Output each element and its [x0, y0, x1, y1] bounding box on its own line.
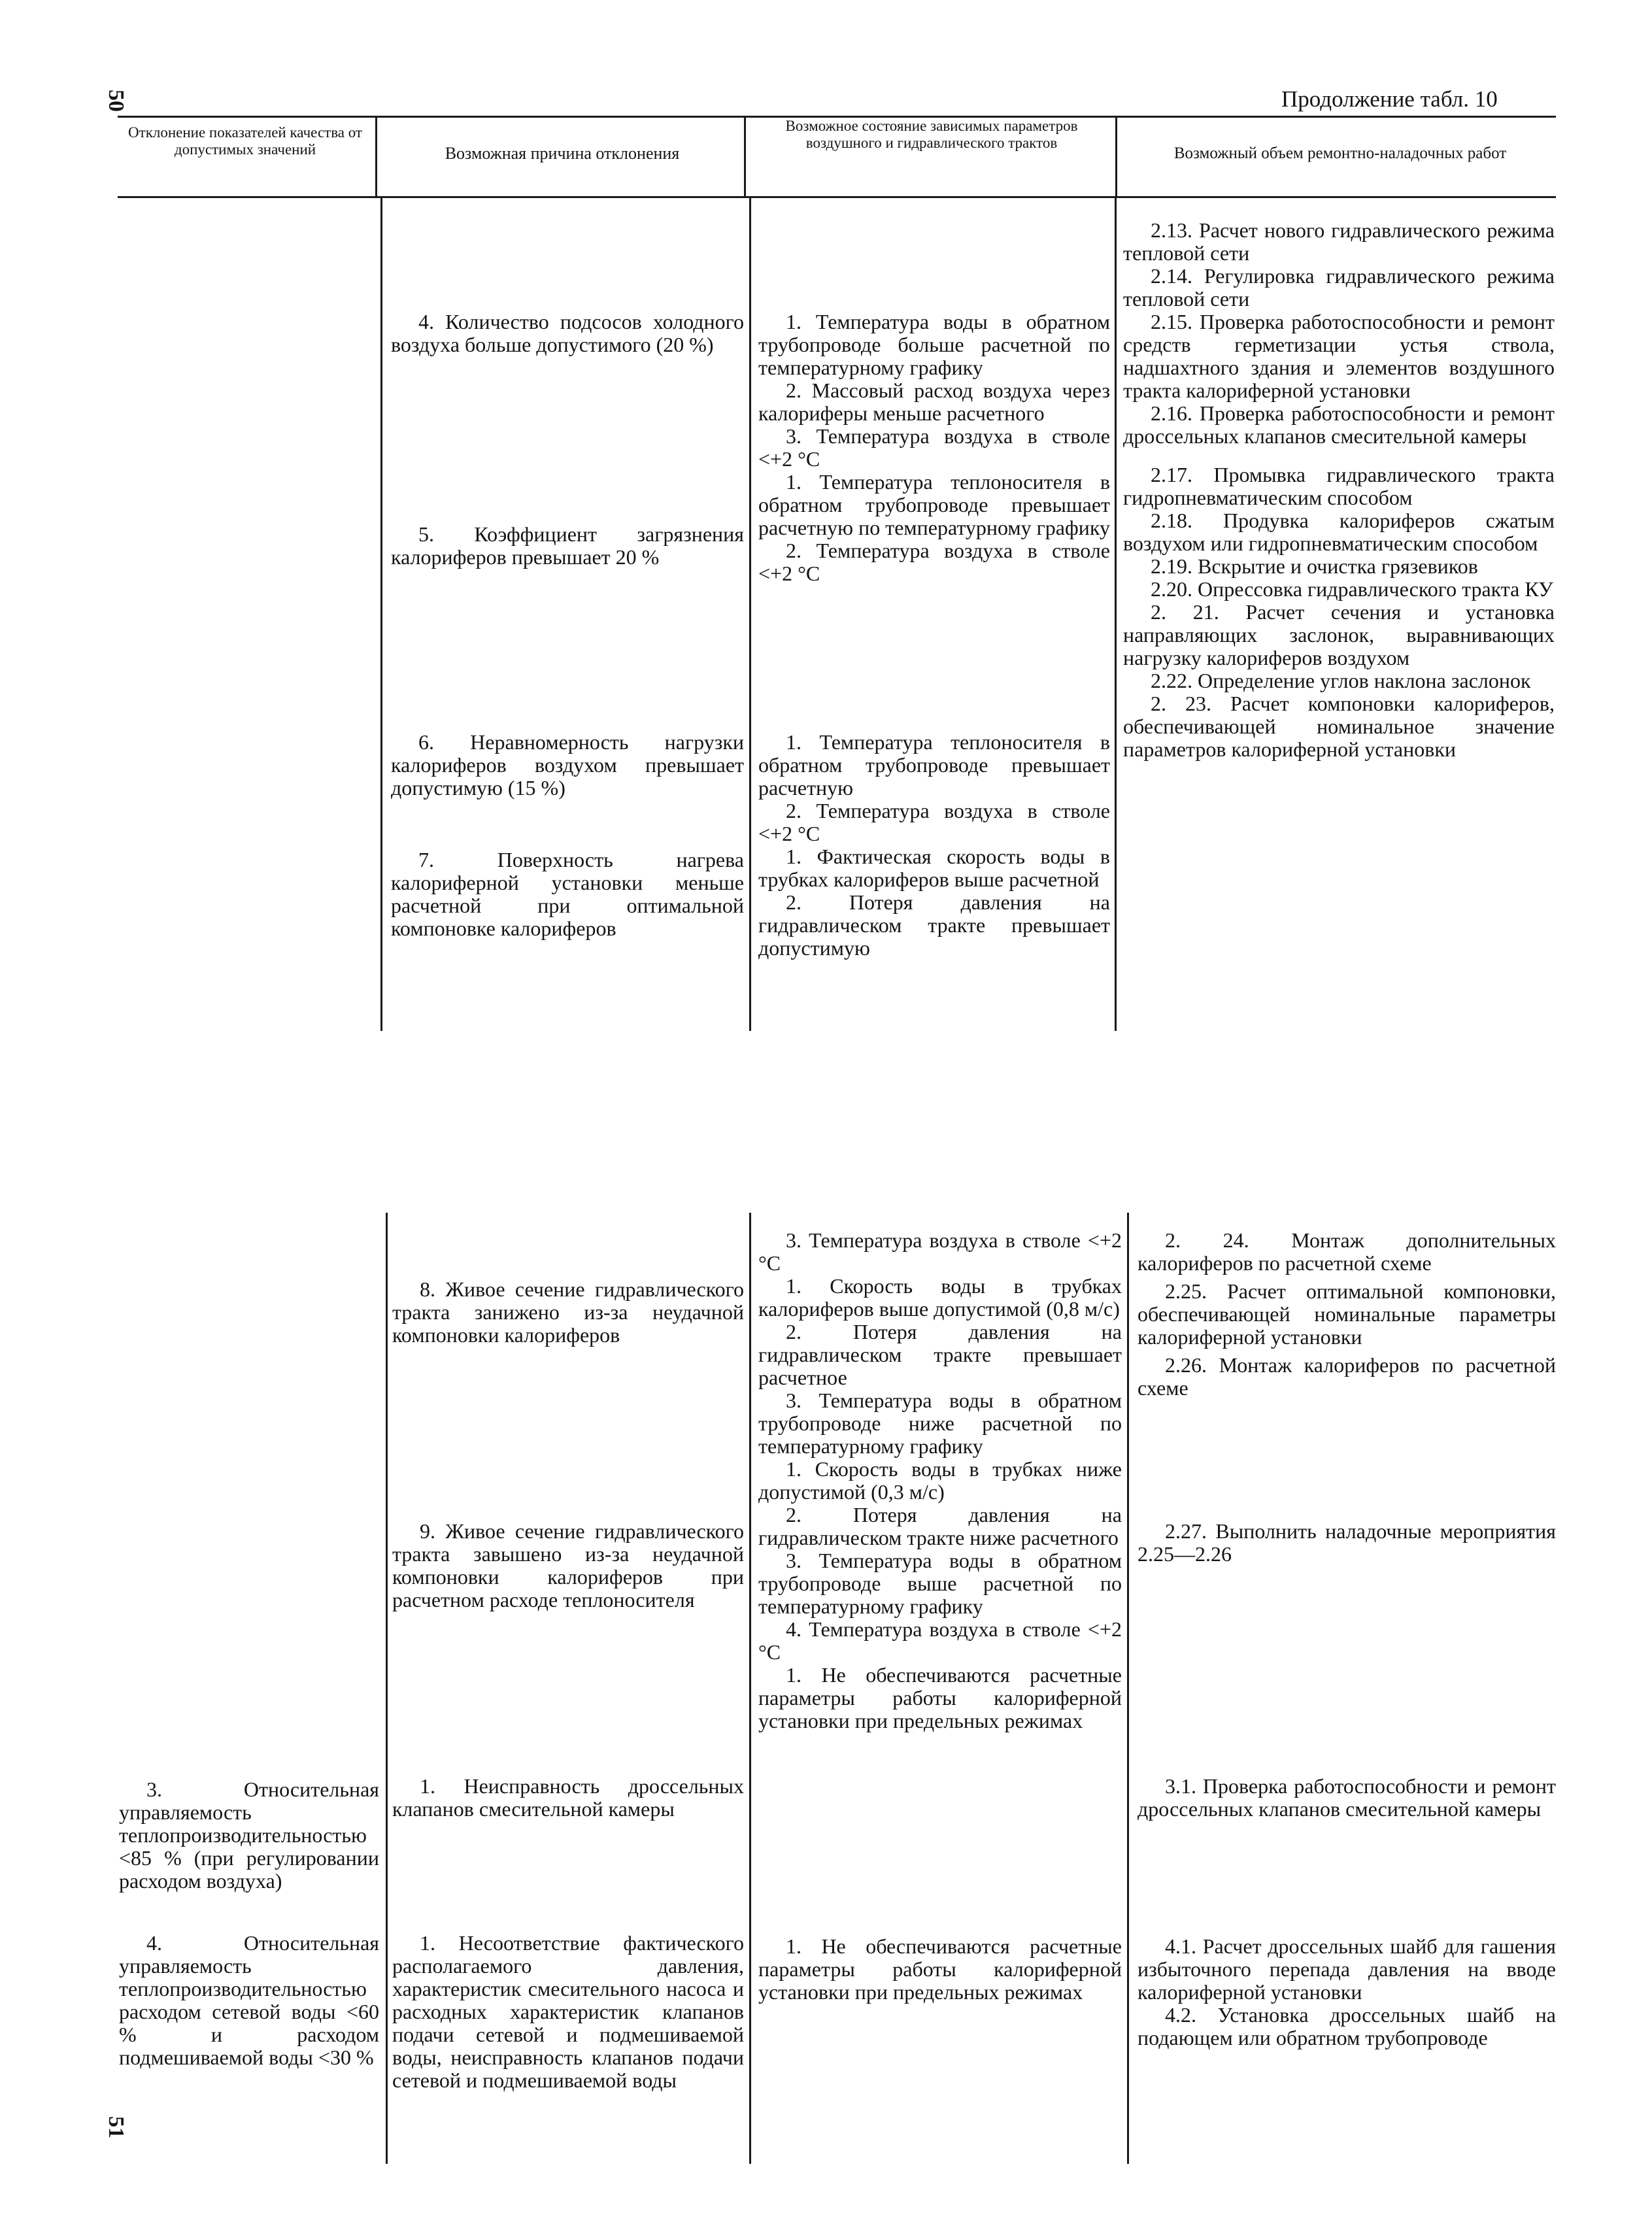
state-item: 1. Не обеспечиваются расчетные параметры работы калориферной установки при предельных режимах	[758, 1663, 1122, 1732]
header-works: Возможный объем ремонтно-наладочных работ	[1173, 144, 1507, 162]
state-item: 1. Скорость воды в трубках калориферов выше допустимой (0,8 м/с)	[758, 1274, 1122, 1321]
header-separator-1	[375, 116, 377, 197]
cause-text: 1. Неисправность дроссельных клапанов смесительной камеры	[392, 1774, 744, 1821]
bottom-state-group-8	[758, 1229, 1122, 1732]
work-item: 2.20. Опрессовка гидравлического тракта КУ	[1151, 577, 1553, 601]
work-item: 2.22. Определение углов наклона заслонок	[1151, 669, 1531, 692]
state-item: 3. Температура воздуха в стволе <+2 °С	[758, 1228, 1122, 1275]
cause-7	[391, 849, 744, 940]
cause-5	[391, 523, 744, 569]
work-item: 2.19. Вскрытие и очистка грязевиков	[1151, 554, 1478, 578]
page-number-bottom: 51	[104, 2116, 128, 2138]
cause-text: 7. Поверхность нагрева калориферной установки меньше расчетной при оптимальной компоновке калориферов	[391, 848, 744, 940]
work-item: 2.15. Проверка работоспособности и ремонт средств герметизации устья ствола, надшахтного здания и элементов воздушного тракта калориферной установки	[1123, 310, 1555, 402]
header-separator-2	[744, 116, 746, 197]
cause-6	[391, 731, 744, 800]
cause-4	[391, 311, 744, 356]
state-item: 3. Температура воды в обратном трубопроводе выше расчетной по температурному графику	[758, 1549, 1122, 1618]
state-item: 1. Температура теплоносителя в обратном трубопроводе превышает расчетную по температурному графику	[758, 470, 1110, 539]
state-item: 1. Фактическая скорость воды в трубках калориферов выше расчетной	[758, 845, 1110, 891]
cause-text: 8. Живое сечение гидравлического тракта занижено из-за неудачной компоновки калориферов	[392, 1277, 744, 1347]
work-item: 2.26. Монтаж калориферов по расчетной схеме	[1138, 1353, 1556, 1400]
header-cause: Возможная причина отклонения	[445, 144, 680, 163]
work-item: 2. 21. Расчет сечения и установка направляющих заслонок, выравнивающих нагрузку калориферов воздухом	[1123, 600, 1555, 669]
header-state: Возможное состояние зависимых параметров воздушного и гидравлического трактов	[785, 118, 1078, 151]
page-number-top: 50	[104, 90, 128, 112]
cause-row-3	[392, 1775, 744, 1821]
state-item: 3. Температура воздуха в стволе <+2 °С	[758, 424, 1110, 471]
work-item: 2.25. Расчет оптимальной компоновки, обеспечивающей номинальные параметры калориферной установки	[1138, 1279, 1556, 1349]
top-block-separator-1	[380, 197, 382, 1031]
bottom-works-row-4	[1138, 1935, 1556, 2049]
state-item: 1. Температура теплоносителя в обратном трубопроводе превышает расчетную	[758, 730, 1110, 800]
work-item: 4.1. Расчет дроссельных шайб для гашения избыточного перепада давления на вводе калориферной установки	[1138, 1934, 1556, 2004]
work-item: 2.16. Проверка работоспособности и ремонт дроссельных клапанов смесительной камеры	[1123, 401, 1555, 448]
top-state-group-6	[758, 731, 1110, 960]
work-item: 2. 23. Расчет компоновки калориферов, обеспечивающей номинальное значение параметров калориферной установки	[1123, 692, 1555, 761]
work-item: 2.13. Расчет нового гидравлического режима тепловой сети	[1123, 218, 1555, 265]
top-block-separator-2	[749, 197, 751, 1031]
header-separator-3	[1115, 116, 1117, 197]
state-item: 1. Скорость воды в трубках ниже допустимой (0,3 м/с)	[758, 1457, 1122, 1504]
bottom-works-group-9	[1138, 1520, 1556, 1566]
cause-text: 1. Несоответствие фактического располагаемого давления, характеристик смесительного насоса и расходных характеристик клапанов подачи сетевой и подмешиваемой воды, неисправность клапанов подачи сетевой и подмешиваемой воды	[392, 1931, 744, 2092]
header-deviation: Отклонение показателей качества от допустимых значений	[128, 124, 362, 158]
state-item: 2. Потеря давления на гидравлическом тракте превышает допустимую	[758, 890, 1110, 960]
work-item: 2.18. Продувка калориферов сжатым воздухом или гидропневматическим способом	[1123, 509, 1555, 555]
bottom-works-row-3	[1138, 1775, 1556, 1821]
deviation-3	[119, 1778, 379, 1893]
state-item: 1. Температура воды в обратном трубопроводе больше расчетной по температурному графику	[758, 310, 1110, 379]
cause-text: 9. Живое сечение гидравлического тракта завышено из-за неудачной компоновки калориферов при расчетном расходе теплоносителя	[392, 1519, 744, 1611]
state-item: 2. Температура воздуха в стволе <+2 °С	[758, 539, 1110, 585]
state-item: 2. Массовый расход воздуха через калориферы меньше расчетного	[758, 379, 1110, 425]
deviation-text: 4. Относительная управляемость теплопроизводительностью расходом сетевой воды <60 % и расходом подмешиваемой воды <30 %	[119, 1931, 379, 2069]
cause-text: 6. Неравномерность нагрузки калориферов воздухом превышает допустимую (15 %)	[391, 730, 744, 800]
cause-text: 4. Количество подсосов холодного воздуха больше допустимого (20 %)	[391, 310, 744, 356]
state-item: 2. Температура воздуха в стволе <+2 °С	[758, 799, 1110, 845]
cause-text: 5. Коэффициент загрязнения калориферов превышает 20 %	[391, 522, 744, 569]
top-block-separator-3	[1115, 197, 1117, 1031]
top-state-group-4	[758, 311, 1110, 585]
header-bottom-rule	[118, 196, 1556, 198]
work-item: 2.14. Регулировка гидравлического режима тепловой сети	[1123, 264, 1555, 311]
cause-9	[392, 1520, 744, 1611]
state-item: 2. Потеря давления на гидравлическом тракте ниже расчетного	[758, 1503, 1122, 1549]
work-item: 3.1. Проверка работоспособности и ремонт дроссельных клапанов смесительной камеры	[1138, 1774, 1556, 1821]
table-continuation-caption: Продолжение табл. 10	[1281, 86, 1498, 112]
work-item: 2.17. Промывка гидравлического тракта гидропневматическим способом	[1123, 463, 1555, 509]
state-item: 4. Температура воздуха в стволе <+2 °С	[758, 1617, 1122, 1664]
state-item: 3. Температура воды в обратном трубопроводе ниже расчетной по температурному графику	[758, 1389, 1122, 1458]
cause-8	[392, 1278, 744, 1347]
top-works-list	[1123, 219, 1555, 761]
deviation-4	[119, 1932, 379, 2069]
work-item: 2.27. Выполнить наладочные мероприятия 2.25—2.26	[1138, 1519, 1556, 1566]
bottom-block-separator-3	[1127, 1213, 1129, 2164]
cause-row-4	[392, 1932, 744, 2092]
state-item: 2. Потеря давления на гидравлическом тракте превышает расчетное	[758, 1320, 1122, 1389]
state-item: 1. Не обеспечиваются расчетные параметры работы калориферной установки при предельных режимах	[758, 1934, 1122, 2004]
deviation-text: 3. Относительная управляемость теплопроизводительностью <85 % (при регулировании расходом воздуха)	[119, 1778, 379, 1893]
bottom-block-separator-1	[386, 1213, 388, 2164]
bottom-state-row-4	[758, 1935, 1122, 2004]
work-item: 4.2. Установка дроссельных шайб на подающем или обратном трубопроводе	[1138, 2003, 1556, 2049]
bottom-block-separator-2	[749, 1213, 751, 2164]
work-item: 2. 24. Монтаж дополнительных калориферов по расчетной схеме	[1138, 1228, 1556, 1275]
bottom-works-group-8	[1138, 1229, 1556, 1400]
